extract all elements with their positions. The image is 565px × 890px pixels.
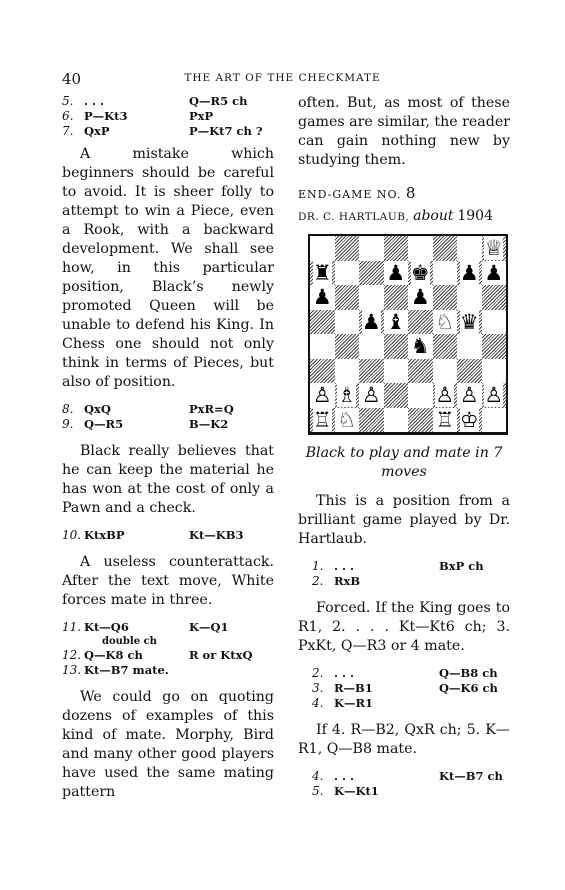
board-square — [457, 359, 482, 384]
board-square — [433, 359, 458, 384]
board-square — [359, 359, 384, 384]
chess-board — [308, 234, 508, 435]
move-list — [298, 666, 510, 711]
move-row: 5. . . . Q—R5 ch — [62, 94, 248, 108]
board-square — [482, 310, 507, 335]
board-square — [359, 408, 384, 433]
white-king-icon: ♔ — [459, 407, 479, 432]
endgame-label: END-GAME NO. — [298, 188, 402, 201]
board-square — [457, 285, 482, 310]
move-row: 5. K—Kt1 — [312, 784, 379, 798]
paragraph: A mistake which beginners should be careful to avoid. It is sheer folly to attempt to win a Piece, even a Rook, with a backward development. We shall see how, in this particular position, Black’s newly promoted Queen will be unable to defend his King. In Chess one should not only think in terms of Pieces, but also of position. — [62, 146, 274, 390]
board-square — [359, 236, 384, 261]
board-square — [433, 285, 458, 310]
white-knight-icon: ♘ — [435, 309, 455, 334]
white-pawn-icon: ♙ — [435, 383, 455, 407]
board-square — [310, 236, 335, 261]
white-pawn-icon: ♙ — [312, 383, 332, 407]
board-square — [359, 261, 384, 286]
move-row: 7. QxP P—Kt7 ch ? — [62, 124, 263, 138]
move-row: 2. RxB — [312, 574, 361, 588]
paragraph: A useless counterattack. After the text move, White forces mate in three. — [62, 554, 274, 608]
move-row: 2. . . . Q—B8 ch — [312, 666, 498, 680]
move-list — [62, 94, 274, 139]
board-square — [457, 236, 482, 261]
board-square — [433, 261, 458, 286]
diagram-caption: Black to play and mate in 7 moves — [305, 445, 503, 480]
move-row: 4. . . . Kt—B7 ch — [312, 769, 503, 783]
move-row: 9. Q—R5 B—K2 — [62, 417, 229, 431]
board-square — [457, 334, 482, 359]
black-pawn-icon: ♟ — [410, 285, 430, 309]
board-square — [482, 334, 507, 359]
board-square — [384, 383, 409, 408]
black-pawn-icon: ♟ — [312, 285, 332, 309]
white-queen-icon: ♕ — [484, 236, 504, 260]
board-square — [335, 261, 360, 286]
board-square — [408, 236, 433, 261]
board-square — [359, 334, 384, 359]
move-row: 3. R—B1 Q—K6 ch — [312, 681, 498, 695]
move-row: 10. KtxBP Kt—KB3 — [62, 528, 244, 542]
board-square — [433, 236, 458, 261]
board-square — [384, 359, 409, 384]
paragraph: This is a position from a brilliant game played by Dr. Hartlaub. — [298, 493, 510, 547]
board-square — [482, 359, 507, 384]
white-bishop-icon: ♗ — [337, 383, 357, 407]
board-square — [384, 285, 409, 310]
white-rook-icon: ♖ — [435, 407, 455, 432]
board-square — [335, 310, 360, 335]
paragraph: often. But, as most of these games are similar, the reader can gain nothing new by studying them. — [298, 95, 511, 168]
black-knight-icon: ♞ — [410, 334, 430, 358]
move-row: 12. Q—K8 ch R or KtxQ — [62, 648, 253, 662]
board-square — [310, 359, 335, 384]
page-header — [0, 70, 565, 90]
black-pawn-icon: ♟ — [386, 260, 406, 285]
board-square — [408, 310, 433, 335]
move-row: 8. QxQ PxR=Q — [62, 402, 234, 416]
white-pawn-icon: ♙ — [459, 383, 479, 407]
chess-diagram — [308, 234, 508, 434]
black-pawn-icon: ♟ — [459, 260, 479, 285]
move-row: 4. K—R1 — [312, 696, 374, 710]
paragraph: Forced. If the King goes to R1, 2. . . . Kt—Kt6 ch; 3. PxKt, Q—R3 or 4 mate. — [298, 600, 510, 654]
endgame-source — [298, 208, 510, 224]
board-square — [384, 236, 409, 261]
about-word: about — [413, 208, 454, 224]
board-square — [408, 383, 433, 408]
board-square — [335, 359, 360, 384]
board-square — [408, 408, 433, 433]
move-row: 1. . . . BxP ch — [312, 559, 484, 573]
page-number: 40 — [62, 70, 82, 88]
paragraph: If 4. R—B2, QxR ch; 5. K—R1, Q—B8 mate. — [298, 722, 510, 757]
paragraph: We could go on quoting dozens of examples of this kind of mate. Morphy, Bird and many other good players have used the same mating pattern — [62, 689, 274, 800]
move-list — [298, 559, 510, 589]
endgame-title — [298, 184, 510, 202]
paragraph: Black really believes that he can keep the material he has won at the cost of only a Pawn and a check. — [62, 443, 274, 516]
white-knight-icon: ♘ — [337, 407, 357, 432]
endgame-number: 8 — [405, 184, 416, 202]
black-pawn-icon: ♟ — [484, 260, 504, 285]
right-column — [298, 94, 510, 799]
move-list — [62, 528, 274, 543]
black-king-icon: ♚ — [410, 260, 430, 285]
board-square — [433, 334, 458, 359]
board-square — [482, 408, 507, 433]
year: 1904 — [457, 208, 493, 224]
black-bishop-icon: ♝ — [386, 309, 406, 334]
board-square — [335, 285, 360, 310]
author: DR. C. HARTLAUB, — [298, 211, 410, 223]
black-pawn-icon: ♟ — [361, 309, 381, 334]
white-pawn-icon: ♙ — [484, 383, 504, 407]
board-square — [384, 334, 409, 359]
board-square — [310, 310, 335, 335]
board-square — [482, 285, 507, 310]
black-queen-icon: ♛ — [459, 309, 479, 334]
board-square — [310, 334, 335, 359]
move-row: 6. P—Kt3 PxP — [62, 109, 214, 123]
board-square — [384, 408, 409, 433]
left-column — [62, 94, 274, 802]
running-head: THE ART OF THE CHECKMATE — [184, 72, 381, 84]
white-rook-icon: ♖ — [312, 407, 332, 432]
move-list — [62, 620, 274, 678]
move-annotation: double ch — [102, 636, 157, 647]
board-square — [335, 236, 360, 261]
move-list — [62, 402, 274, 432]
board-square — [408, 359, 433, 384]
move-row: 11. Kt—Q6 K—Q1 — [62, 620, 229, 634]
board-square — [359, 285, 384, 310]
board-square — [335, 334, 360, 359]
move-row: 13. Kt—B7 mate. — [62, 663, 169, 677]
move-list — [298, 769, 510, 799]
white-pawn-icon: ♙ — [361, 383, 381, 407]
black-rook-icon: ♜ — [312, 260, 332, 285]
